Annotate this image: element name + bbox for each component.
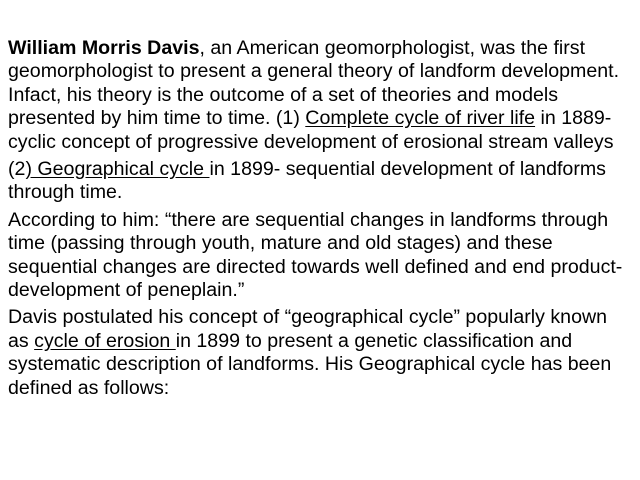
slide-body <box>8 37 633 400</box>
paragraph-geographical-cycle <box>8 158 633 205</box>
intro-text-end: in 1889- cyclic concept of progressive development of erosional stream valleys <box>8 107 614 153</box>
paragraph-davis-intro <box>8 37 633 154</box>
paragraph-quote <box>8 209 633 303</box>
erosion-text-end: in 1899 to present a genetic classification and systematic description of landforms. His Geographical cycle has been defined as follows: <box>8 329 612 399</box>
paragraph-cycle-of-erosion <box>8 306 633 400</box>
intro-text: , an American geomorphologist, was the first geomorphologist to present a general theory of landform development. Infact, his theory is the outcome of a set of theories and models presented by him time to time. (1) <box>8 37 620 130</box>
geographical-cycle-link[interactable]: ) Geographical cycle <box>25 158 210 181</box>
cycle-of-erosion-link[interactable]: cycle of erosion <box>34 329 176 352</box>
erosion-text: Davis postulated his concept of “geographical cycle” popularly known as <box>8 306 608 352</box>
cycle-text: in 1899- sequential development of landforms through time. <box>8 158 606 204</box>
author-name: William Morris Davis <box>8 37 200 59</box>
quote-text: According to him: “there are sequential changes in landforms through time (passing through youth, mature and old stages) and these sequential changes are directed towards well defined and end product-development of peneplain.” <box>8 208 623 302</box>
complete-cycle-link[interactable]: Complete cycle of river life <box>305 107 536 130</box>
cycle-number: (2 <box>8 158 26 181</box>
